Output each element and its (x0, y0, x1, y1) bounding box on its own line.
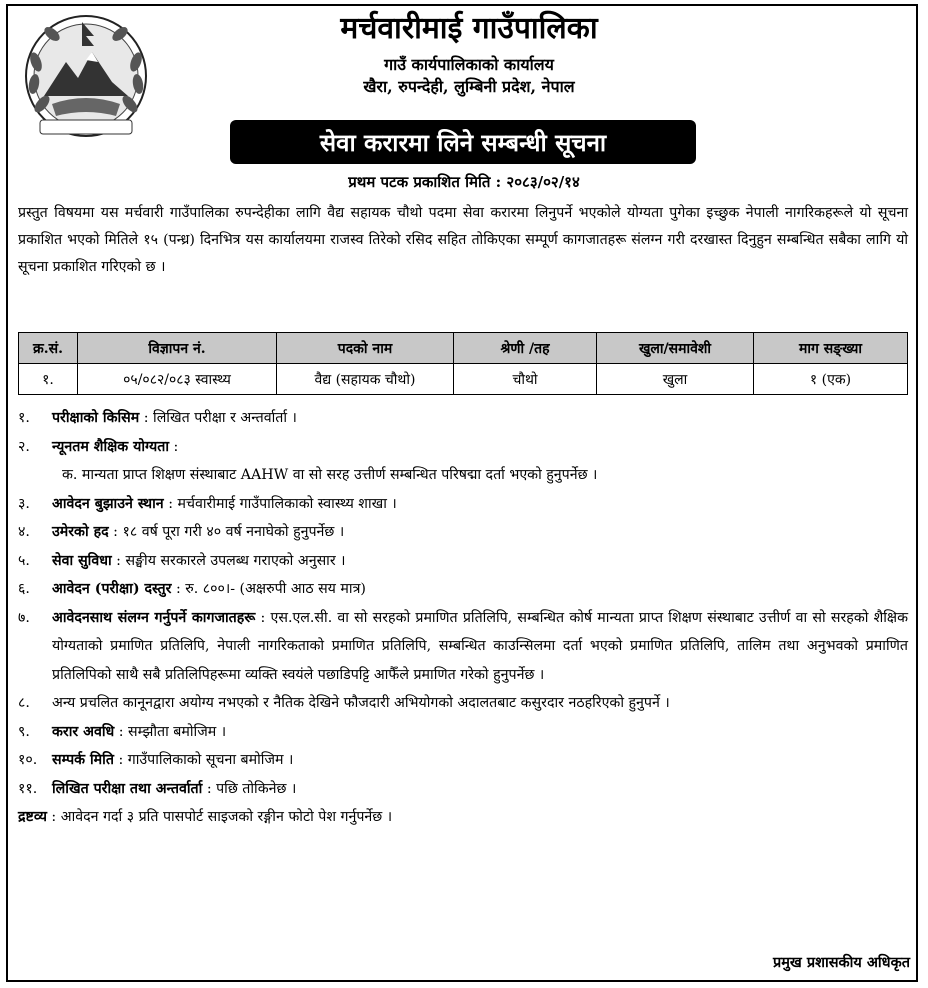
notice-title-banner (230, 120, 696, 164)
organization-name: मर्चवारीमाई गाउँपालिका (340, 11, 598, 46)
item-label: परीक्षाको किसिम (52, 410, 140, 426)
government-emblem-logo (22, 12, 150, 150)
header-ad-number: विज्ञापन नं. (78, 333, 277, 364)
item-text: : सम्झौता बमोजिम । (114, 723, 227, 740)
item-text: : लिखित परीक्षा र अन्तर्वार्ता । (139, 410, 297, 426)
item-text: अन्य प्रचलित कानूनद्वारा अयोग्य नभएको र नैतिक देखिने फौजदारी अभियोगको अदालतबाट कसुरदार नठहरिएको हुनुपर्ने । (52, 695, 670, 711)
item-label: सेवा सुविधा (52, 552, 112, 569)
office-address: खैरा, रुपन्देही, लुम्बिनी प्रदेश, नेपाल (363, 77, 575, 96)
notice-title: सेवा करारमा लिने सम्बन्धी सूचना (319, 128, 607, 157)
table-header-row (19, 333, 908, 364)
item-text: : रु. ८००।- (अक्षरुपी आठ सय मात्र) (171, 581, 366, 597)
item-label: लिखित परीक्षा तथा अन्तर्वार्ता (52, 780, 203, 797)
item-number: ४. (18, 524, 30, 540)
header-post-name: पदको नाम (277, 333, 454, 364)
note (18, 803, 908, 832)
item-label: आवेदन बुझाउने स्थान (52, 495, 164, 512)
header-open-inclusive: खुला/समावेशी (597, 333, 754, 364)
cell-level: चौथो (454, 364, 597, 395)
list-item (18, 604, 908, 690)
list-item (18, 575, 908, 604)
list-item (18, 746, 908, 775)
cell-open-inclusive: खुला (597, 364, 754, 395)
item-text: : मर्चवारीमाई गाउँपालिकाको स्वास्थ्य शाखा । (163, 495, 397, 512)
table-row (19, 364, 908, 395)
note-text: : आवेदन गर्दा ३ प्रति पासपोर्ट साइजको रङ्गीन फोटो पेश गर्नुपर्नेछ । (46, 809, 393, 825)
cell-serial: १. (19, 364, 78, 395)
publication-date: प्रथम पटक प्रकाशित मिति : २०८३/०२/१४ (348, 173, 580, 191)
list-item (18, 433, 908, 462)
item-number: ७. (18, 609, 30, 626)
item-number: २. (18, 438, 30, 455)
item-label: न्यूनतम शैक्षिक योग्यता (52, 438, 170, 455)
item-text: : गाउँपालिकाको सूचना बमोजिम । (113, 752, 294, 768)
intro-paragraph: प्रस्तुत विषयमा यस मर्चवारी गाउँपालिका रुपन्देहीका लागि वैद्य सहायक चौथो पदमा सेवा करारमा लिनुपर्ने भएकोले योग्यता पुगेका इच्छुक नेपाली नागरिकहरूले यो सूचना प्रकाशित भएको मितिले १५ (पन्ध्र) दिनभित्र यस कार्यालयमा राजस्व तिरेको रसिद सहित तोकिएका सम्पूर्ण कागजातहरू संलग्न गरी दरखास्त दिनुहुन सम्बन्धित सबैका लागि यो सूचना प्रकाशित गरिएको छ । (18, 205, 908, 275)
item-number: ३. (18, 495, 30, 512)
item-label: आवेदन (परीक्षा) दस्तुर (52, 581, 172, 597)
list-item (18, 547, 908, 576)
list-item (18, 404, 908, 433)
item-label: करार अवधि (52, 723, 115, 740)
cell-ad-number: ०५/०८२/०८३ स्वास्थ्य (78, 364, 277, 395)
list-item (18, 518, 908, 547)
item-number: १०. (18, 752, 38, 768)
item-text: : एस.एल.सी. वा सो सरहको प्रमाणित प्रतिलिपि, सम्बन्धित कोर्ष मान्यता प्राप्त शिक्षण संस्थाबाट उत्तीर्ण वा सो सरहको शैक्षिक योग्यताको प्रमाणित प्रतिलिपि, नेपाली नागरिकताको प्रमाणित प्रतिलिपि, सम्बन्धित काउन्सिलमा दर्ता भएको प्रमाणित प्रतिलिपि, तालिम तथा अनुभवको प्रमाणित प्रतिलिपिको साथै सबै प्रतिलिपिहरूमा व्यक्ति स्वयंले पछाडिपट्टि आफैँले प्रमाणित गरेको हुनुपर्नेछ । (52, 609, 908, 683)
item-text: : सङ्घीय सरकारले उपलब्ध गराएको अनुसार । (111, 552, 346, 569)
item-number: ५. (18, 552, 30, 569)
office-name: गाउँ कार्यपालिकाको कार्यालय (384, 55, 554, 74)
cell-demand-count: १ (एक) (754, 364, 908, 395)
item-label: उमेरको हद (52, 524, 109, 540)
item-number: ६. (18, 581, 30, 597)
item-label: आवेदनसाथ संलग्न गर्नुपर्ने कागजातहरू (52, 609, 256, 626)
item-text: : १८ वर्ष पूरा गरी ४० वर्ष ननाघेको हुनुपर्नेछ । (108, 524, 345, 540)
note-label: द्रष्टव्य (18, 809, 47, 825)
vacancy-table (18, 332, 908, 395)
header-serial: क्र.सं. (19, 333, 78, 364)
cell-post-name: वैद्य (सहायक चौथो) (277, 364, 454, 395)
header-demand-count: माग सङ्ख्या (754, 333, 908, 364)
item-text: : (169, 438, 179, 455)
item-number: ९. (18, 723, 30, 740)
list-item (18, 775, 908, 804)
item-number: ११. (18, 780, 38, 797)
signature-title: प्रमुख प्रशासकीय अधिकृत (773, 954, 910, 971)
item-label: सम्पर्क मिति (52, 752, 114, 768)
item-number: ८. (18, 695, 30, 711)
qualification-sub-item: क. मान्यता प्राप्त शिक्षण संस्थाबाट AAHW वा सो सरह उत्तीर्ण सम्बन्धित परिषद्मा दर्ता भएको हुनुपर्नेछ । (62, 467, 598, 483)
list-item (18, 689, 908, 718)
item-number: १. (18, 410, 30, 426)
list-item (18, 718, 908, 747)
header-level: श्रेणी /तह (454, 333, 597, 364)
conditions-list (18, 404, 908, 832)
item-text: : पछि तोकिनेछ । (202, 780, 297, 797)
header (160, 8, 778, 98)
list-item (18, 490, 908, 519)
